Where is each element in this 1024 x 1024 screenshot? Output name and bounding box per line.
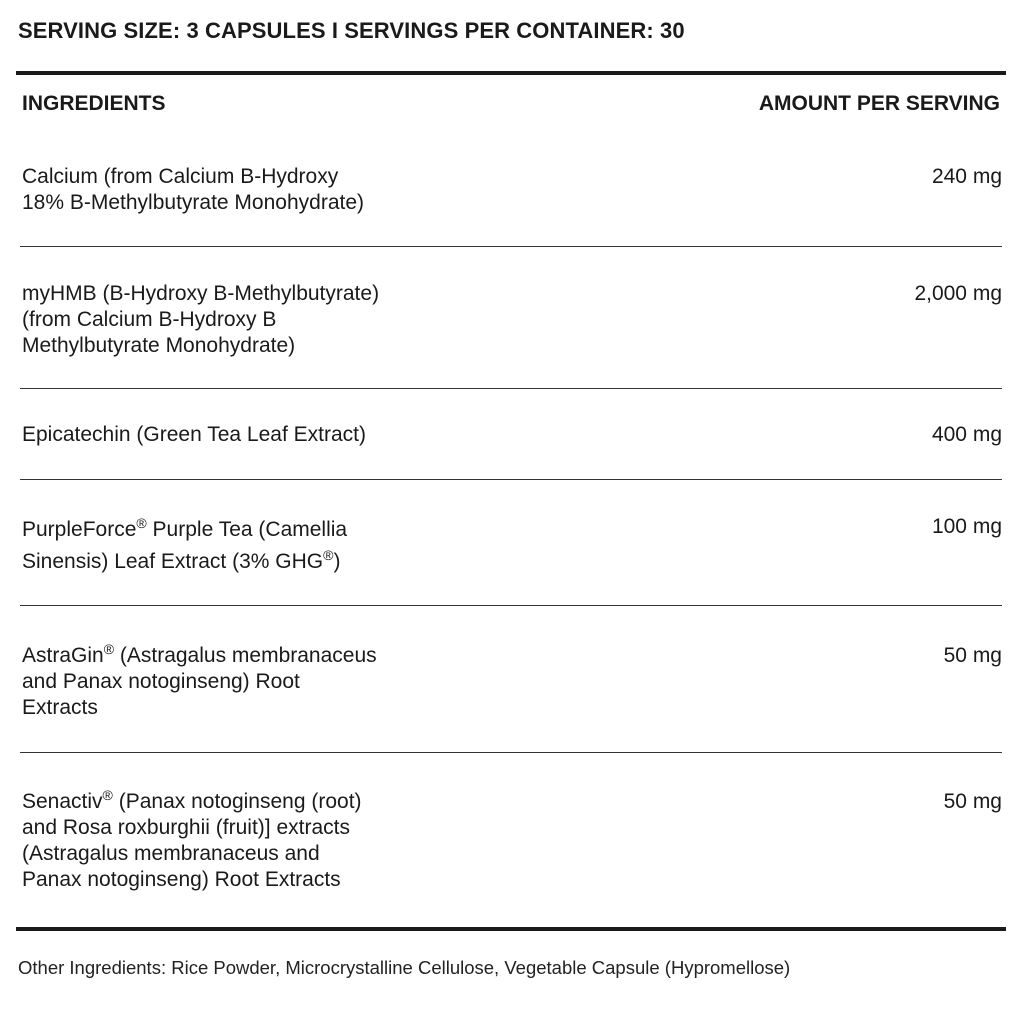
ingredient-name — [22, 281, 542, 359]
ingredient-name — [22, 422, 542, 448]
ingredient-name-line: Calcium (from Calcium B-Hydroxy — [22, 165, 339, 188]
registered-mark: ® — [103, 641, 115, 657]
ingredient-amount: 50 mg — [943, 790, 1002, 813]
ingredient-name — [22, 643, 542, 721]
top-rule — [16, 71, 1006, 75]
ingredient-amount: 240 mg — [931, 165, 1002, 188]
ingredient-name — [22, 514, 542, 578]
ingredient-name — [22, 789, 542, 893]
row-divider — [20, 752, 1002, 753]
ingredients-column-header: INGREDIENTS — [22, 92, 166, 115]
amount-column-header: AMOUNT PER SERVING — [758, 92, 1000, 115]
bottom-rule — [16, 927, 1006, 931]
row-divider — [20, 605, 1002, 606]
ingredient-name-line: Methylbutyrate Monohydrate) — [22, 334, 296, 357]
ingredient-name-line: 18% B-Methylbutyrate Monohydrate) — [22, 191, 364, 214]
ingredient-name-part: ) — [333, 550, 341, 573]
ingredient-name-part: (Panax notoginseng (root) — [112, 790, 362, 813]
ingredient-name-part: Panax notoginseng) Root Extracts — [22, 868, 341, 891]
row-divider — [20, 479, 1002, 480]
ingredient-name-line: myHMB (B-Hydroxy B-Methylbutyrate) — [22, 282, 380, 305]
other-ingredients: Other Ingredients: Rice Powder, Microcrystalline Cellulose, Vegetable Capsule (Hypromellose) — [18, 957, 791, 978]
registered-mark: ® — [102, 787, 113, 803]
ingredient-name-line: Epicatechin (Green Tea Leaf Extract) — [22, 423, 366, 446]
registered-mark: ® — [136, 515, 147, 531]
serving-size-line: SERVING SIZE: 3 CAPSULES I SERVINGS PER CONTAINER: 30 — [18, 18, 685, 43]
row-divider — [20, 388, 1002, 389]
ingredient-name-part: Sinensis) Leaf Extract (3% GHG — [22, 550, 324, 573]
ingredient-amount: 400 mg — [931, 423, 1002, 446]
ingredient-name-part: PurpleForce — [22, 518, 137, 541]
ingredient-amount: 50 mg — [943, 644, 1002, 667]
ingredient-name-part: (Astragalus membranaceus — [114, 644, 377, 667]
ingredient-name-part: and Rosa roxburghii (fruit)] extracts — [22, 816, 350, 839]
ingredient-name-part: Purple Tea (Camellia — [146, 518, 348, 541]
row-divider — [20, 246, 1002, 247]
ingredient-amount: 100 mg — [931, 515, 1002, 538]
ingredient-name-part: AstraGin — [22, 644, 104, 667]
ingredient-name-part: (Astragalus membranaceus and — [22, 842, 320, 865]
ingredient-name-part: and Panax notoginseng) Root — [22, 670, 300, 693]
ingredient-name-line: (from Calcium B-Hydroxy B — [22, 308, 277, 331]
ingredient-amount: 2,000 mg — [914, 282, 1002, 305]
ingredient-name-part: Senactiv — [22, 790, 103, 813]
ingredient-name — [22, 164, 542, 216]
registered-mark: ® — [323, 547, 334, 563]
ingredient-name-part: Extracts — [22, 696, 98, 719]
